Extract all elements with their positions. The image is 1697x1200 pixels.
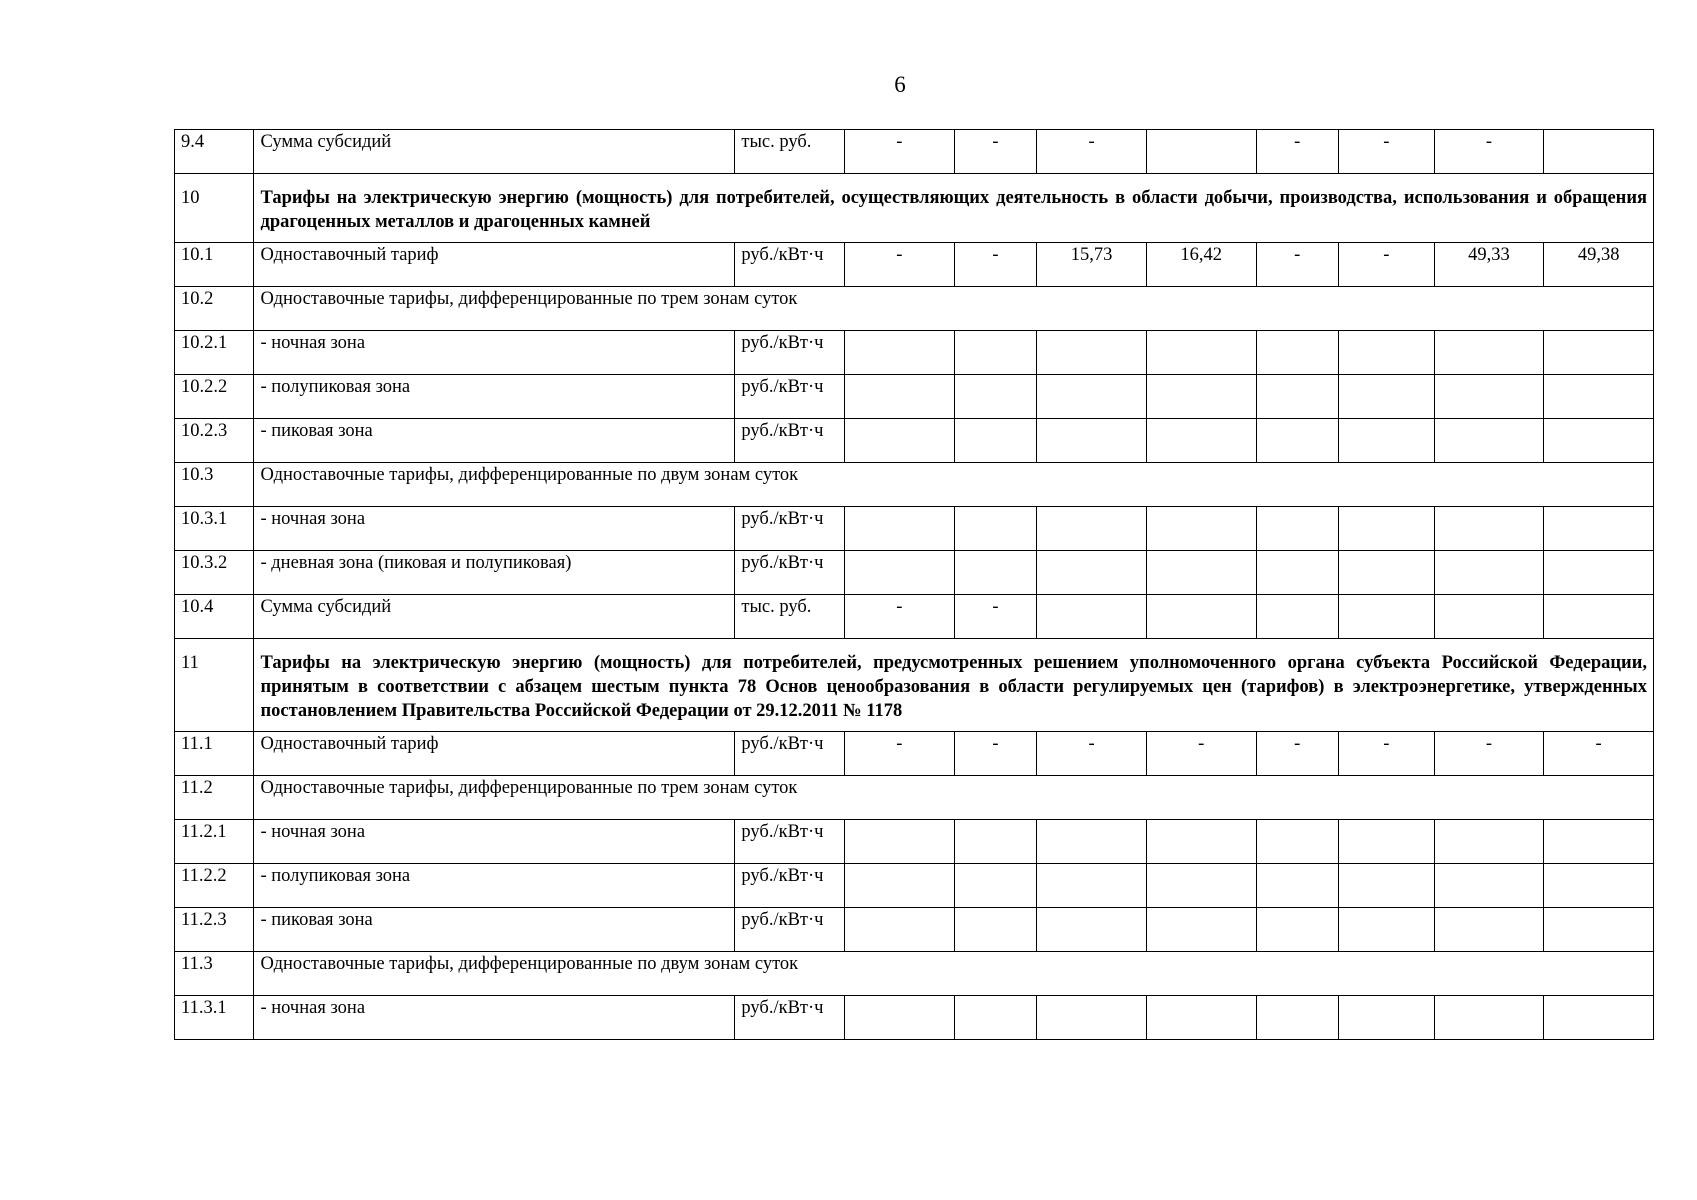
value-cell <box>1339 908 1435 952</box>
page-number: 6 <box>894 72 906 97</box>
value-cell <box>1544 996 1654 1040</box>
section-title: Тарифы на электрическую энергию (мощность) для потребителей, осуществляющих деятельность в области добычи, производства, использования и обращения драгоценных металлов и драгоценных камней <box>254 174 1654 243</box>
row-unit: руб./кВт·ч <box>735 820 845 864</box>
row-number: 10.3.1 <box>175 507 254 551</box>
value-cell <box>1339 996 1435 1040</box>
row-number: 11.3 <box>175 952 254 996</box>
value-cell <box>1339 375 1435 419</box>
value-cell: - <box>1037 130 1147 174</box>
value-cell <box>1256 820 1339 864</box>
table-row <box>175 864 1654 908</box>
value-cell <box>1339 864 1435 908</box>
value-cell: - <box>954 130 1037 174</box>
value-cell <box>1037 820 1147 864</box>
value-cell: - <box>845 243 955 287</box>
section-header-row <box>175 174 1654 243</box>
tariff-table <box>174 129 1654 1040</box>
row-name: Сумма субсидий <box>254 130 735 174</box>
value-cell: - <box>845 130 955 174</box>
row-number: 10.3.2 <box>175 551 254 595</box>
value-cell <box>1544 507 1654 551</box>
row-number: 10.2.1 <box>175 331 254 375</box>
value-cell <box>1146 507 1256 551</box>
value-cell <box>1146 996 1256 1040</box>
group-row <box>175 776 1654 820</box>
row-name: Одноставочный тариф <box>254 243 735 287</box>
value-cell <box>1256 551 1339 595</box>
table-row <box>175 595 1654 639</box>
value-cell <box>1544 864 1654 908</box>
value-cell: - <box>1339 130 1435 174</box>
value-cell <box>1434 908 1544 952</box>
value-cell <box>845 820 955 864</box>
value-cell <box>1037 595 1147 639</box>
value-cell: - <box>954 243 1037 287</box>
row-number: 10.1 <box>175 243 254 287</box>
value-cell <box>954 419 1037 463</box>
value-cell <box>954 996 1037 1040</box>
value-cell: - <box>1256 130 1339 174</box>
row-unit: руб./кВт·ч <box>735 908 845 952</box>
group-row <box>175 952 1654 996</box>
group-name: Одноставочные тарифы, дифференцированные по трем зонам суток <box>254 776 1654 820</box>
row-number: 10.4 <box>175 595 254 639</box>
group-name: Одноставочные тарифы, дифференцированные по двум зонам суток <box>254 463 1654 507</box>
value-cell <box>845 551 955 595</box>
value-cell <box>1434 996 1544 1040</box>
value-cell <box>1544 595 1654 639</box>
value-cell <box>1256 595 1339 639</box>
value-cell <box>1339 820 1435 864</box>
value-cell <box>1434 507 1544 551</box>
value-cell <box>1037 419 1147 463</box>
value-cell <box>1339 595 1435 639</box>
row-unit: руб./кВт·ч <box>735 375 845 419</box>
value-cell <box>1146 419 1256 463</box>
row-unit: руб./кВт·ч <box>735 551 845 595</box>
value-cell <box>1037 996 1147 1040</box>
value-cell <box>1037 908 1147 952</box>
value-cell: 49,33 <box>1434 243 1544 287</box>
value-cell <box>1146 864 1256 908</box>
value-cell <box>1146 908 1256 952</box>
row-number: 11.2.2 <box>175 864 254 908</box>
value-cell <box>845 864 955 908</box>
row-number: 11.3.1 <box>175 996 254 1040</box>
table-row <box>175 732 1654 776</box>
row-number: 10.3 <box>175 463 254 507</box>
row-number: 11.2.1 <box>175 820 254 864</box>
row-number: 11.2 <box>175 776 254 820</box>
value-cell <box>1037 551 1147 595</box>
value-cell <box>1146 595 1256 639</box>
row-unit: руб./кВт·ч <box>735 507 845 551</box>
value-cell <box>1146 130 1256 174</box>
value-cell <box>1256 908 1339 952</box>
row-number: 10.2.2 <box>175 375 254 419</box>
value-cell: - <box>1256 243 1339 287</box>
row-unit: руб./кВт·ч <box>735 996 845 1040</box>
row-number: 11 <box>175 639 254 732</box>
row-number: 10.2 <box>175 287 254 331</box>
value-cell <box>954 551 1037 595</box>
value-cell <box>1037 864 1147 908</box>
value-cell <box>1256 419 1339 463</box>
table-row <box>175 243 1654 287</box>
value-cell <box>1544 551 1654 595</box>
table-row <box>175 375 1654 419</box>
value-cell <box>845 419 955 463</box>
value-cell <box>845 996 955 1040</box>
value-cell <box>1434 331 1544 375</box>
group-row <box>175 287 1654 331</box>
value-cell <box>1146 331 1256 375</box>
value-cell <box>1434 419 1544 463</box>
value-cell: - <box>1256 732 1339 776</box>
section-header-row <box>175 639 1654 732</box>
value-cell <box>1256 864 1339 908</box>
row-unit: руб./кВт·ч <box>735 243 845 287</box>
value-cell <box>845 507 955 551</box>
section-title: Тарифы на электрическую энергию (мощность) для потребителей, предусмотренных решением уполномоченного органа субъекта Российской Федерации, принятым в соответствии с абзацем шестым пункта 78 Основ ценообразования в области регулируемых цен (тарифов) в электроэнергетике, утвержденных постановлением Правительства Российской Федерации от 29.12.2011 № 1178 <box>254 639 1654 732</box>
value-cell <box>1544 331 1654 375</box>
row-name: - ночная зона <box>254 507 735 551</box>
value-cell <box>1434 595 1544 639</box>
value-cell <box>1544 820 1654 864</box>
value-cell <box>1339 331 1435 375</box>
row-unit: руб./кВт·ч <box>735 419 845 463</box>
table-row <box>175 130 1654 174</box>
value-cell <box>1434 820 1544 864</box>
table-row <box>175 908 1654 952</box>
value-cell <box>954 864 1037 908</box>
row-name: - полупиковая зона <box>254 864 735 908</box>
value-cell: - <box>1434 130 1544 174</box>
value-cell <box>1544 908 1654 952</box>
value-cell: - <box>1339 732 1435 776</box>
value-cell <box>1339 551 1435 595</box>
table-row <box>175 551 1654 595</box>
row-name: - ночная зона <box>254 996 735 1040</box>
table-row <box>175 507 1654 551</box>
value-cell: - <box>1339 243 1435 287</box>
row-name: - пиковая зона <box>254 419 735 463</box>
row-name: - ночная зона <box>254 331 735 375</box>
value-cell <box>1434 864 1544 908</box>
value-cell <box>954 820 1037 864</box>
row-unit: руб./кВт·ч <box>735 732 845 776</box>
value-cell <box>1256 331 1339 375</box>
value-cell <box>1146 820 1256 864</box>
value-cell <box>1256 996 1339 1040</box>
row-number: 11.1 <box>175 732 254 776</box>
row-unit: тыс. руб. <box>735 130 845 174</box>
group-name: Одноставочные тарифы, дифференцированные по трем зонам суток <box>254 287 1654 331</box>
value-cell: - <box>1544 732 1654 776</box>
value-cell <box>1339 419 1435 463</box>
value-cell <box>845 331 955 375</box>
value-cell <box>1544 130 1654 174</box>
value-cell <box>954 908 1037 952</box>
group-row <box>175 463 1654 507</box>
value-cell <box>954 331 1037 375</box>
table-row <box>175 820 1654 864</box>
row-name: Одноставочный тариф <box>254 732 735 776</box>
row-name: - пиковая зона <box>254 908 735 952</box>
value-cell <box>1146 375 1256 419</box>
value-cell <box>1434 375 1544 419</box>
value-cell <box>1256 375 1339 419</box>
value-cell <box>1256 507 1339 551</box>
value-cell <box>954 507 1037 551</box>
value-cell: - <box>1146 732 1256 776</box>
value-cell <box>1037 375 1147 419</box>
group-name: Одноставочные тарифы, дифференцированные по двум зонам суток <box>254 952 1654 996</box>
value-cell: - <box>845 732 955 776</box>
row-number: 11.2.3 <box>175 908 254 952</box>
row-name: - дневная зона (пиковая и полупиковая) <box>254 551 735 595</box>
value-cell <box>1037 507 1147 551</box>
value-cell: - <box>954 595 1037 639</box>
table-row <box>175 331 1654 375</box>
value-cell: 15,73 <box>1037 243 1147 287</box>
value-cell <box>1434 551 1544 595</box>
value-cell <box>845 908 955 952</box>
table-row <box>175 996 1654 1040</box>
value-cell <box>1544 419 1654 463</box>
row-number: 10.2.3 <box>175 419 254 463</box>
value-cell <box>1146 551 1256 595</box>
value-cell: - <box>845 595 955 639</box>
row-name: - полупиковая зона <box>254 375 735 419</box>
value-cell: - <box>1434 732 1544 776</box>
value-cell <box>1339 507 1435 551</box>
row-number: 9.4 <box>175 130 254 174</box>
row-name: Сумма субсидий <box>254 595 735 639</box>
row-name: - ночная зона <box>254 820 735 864</box>
value-cell: - <box>1037 732 1147 776</box>
value-cell: 16,42 <box>1146 243 1256 287</box>
table-row <box>175 419 1654 463</box>
row-unit: руб./кВт·ч <box>735 331 845 375</box>
value-cell: 49,38 <box>1544 243 1654 287</box>
row-unit: тыс. руб. <box>735 595 845 639</box>
value-cell <box>845 375 955 419</box>
value-cell <box>954 375 1037 419</box>
tariff-table-body <box>175 130 1654 1040</box>
value-cell <box>1544 375 1654 419</box>
row-number: 10 <box>175 174 254 243</box>
value-cell: - <box>954 732 1037 776</box>
value-cell <box>1037 331 1147 375</box>
row-unit: руб./кВт·ч <box>735 864 845 908</box>
